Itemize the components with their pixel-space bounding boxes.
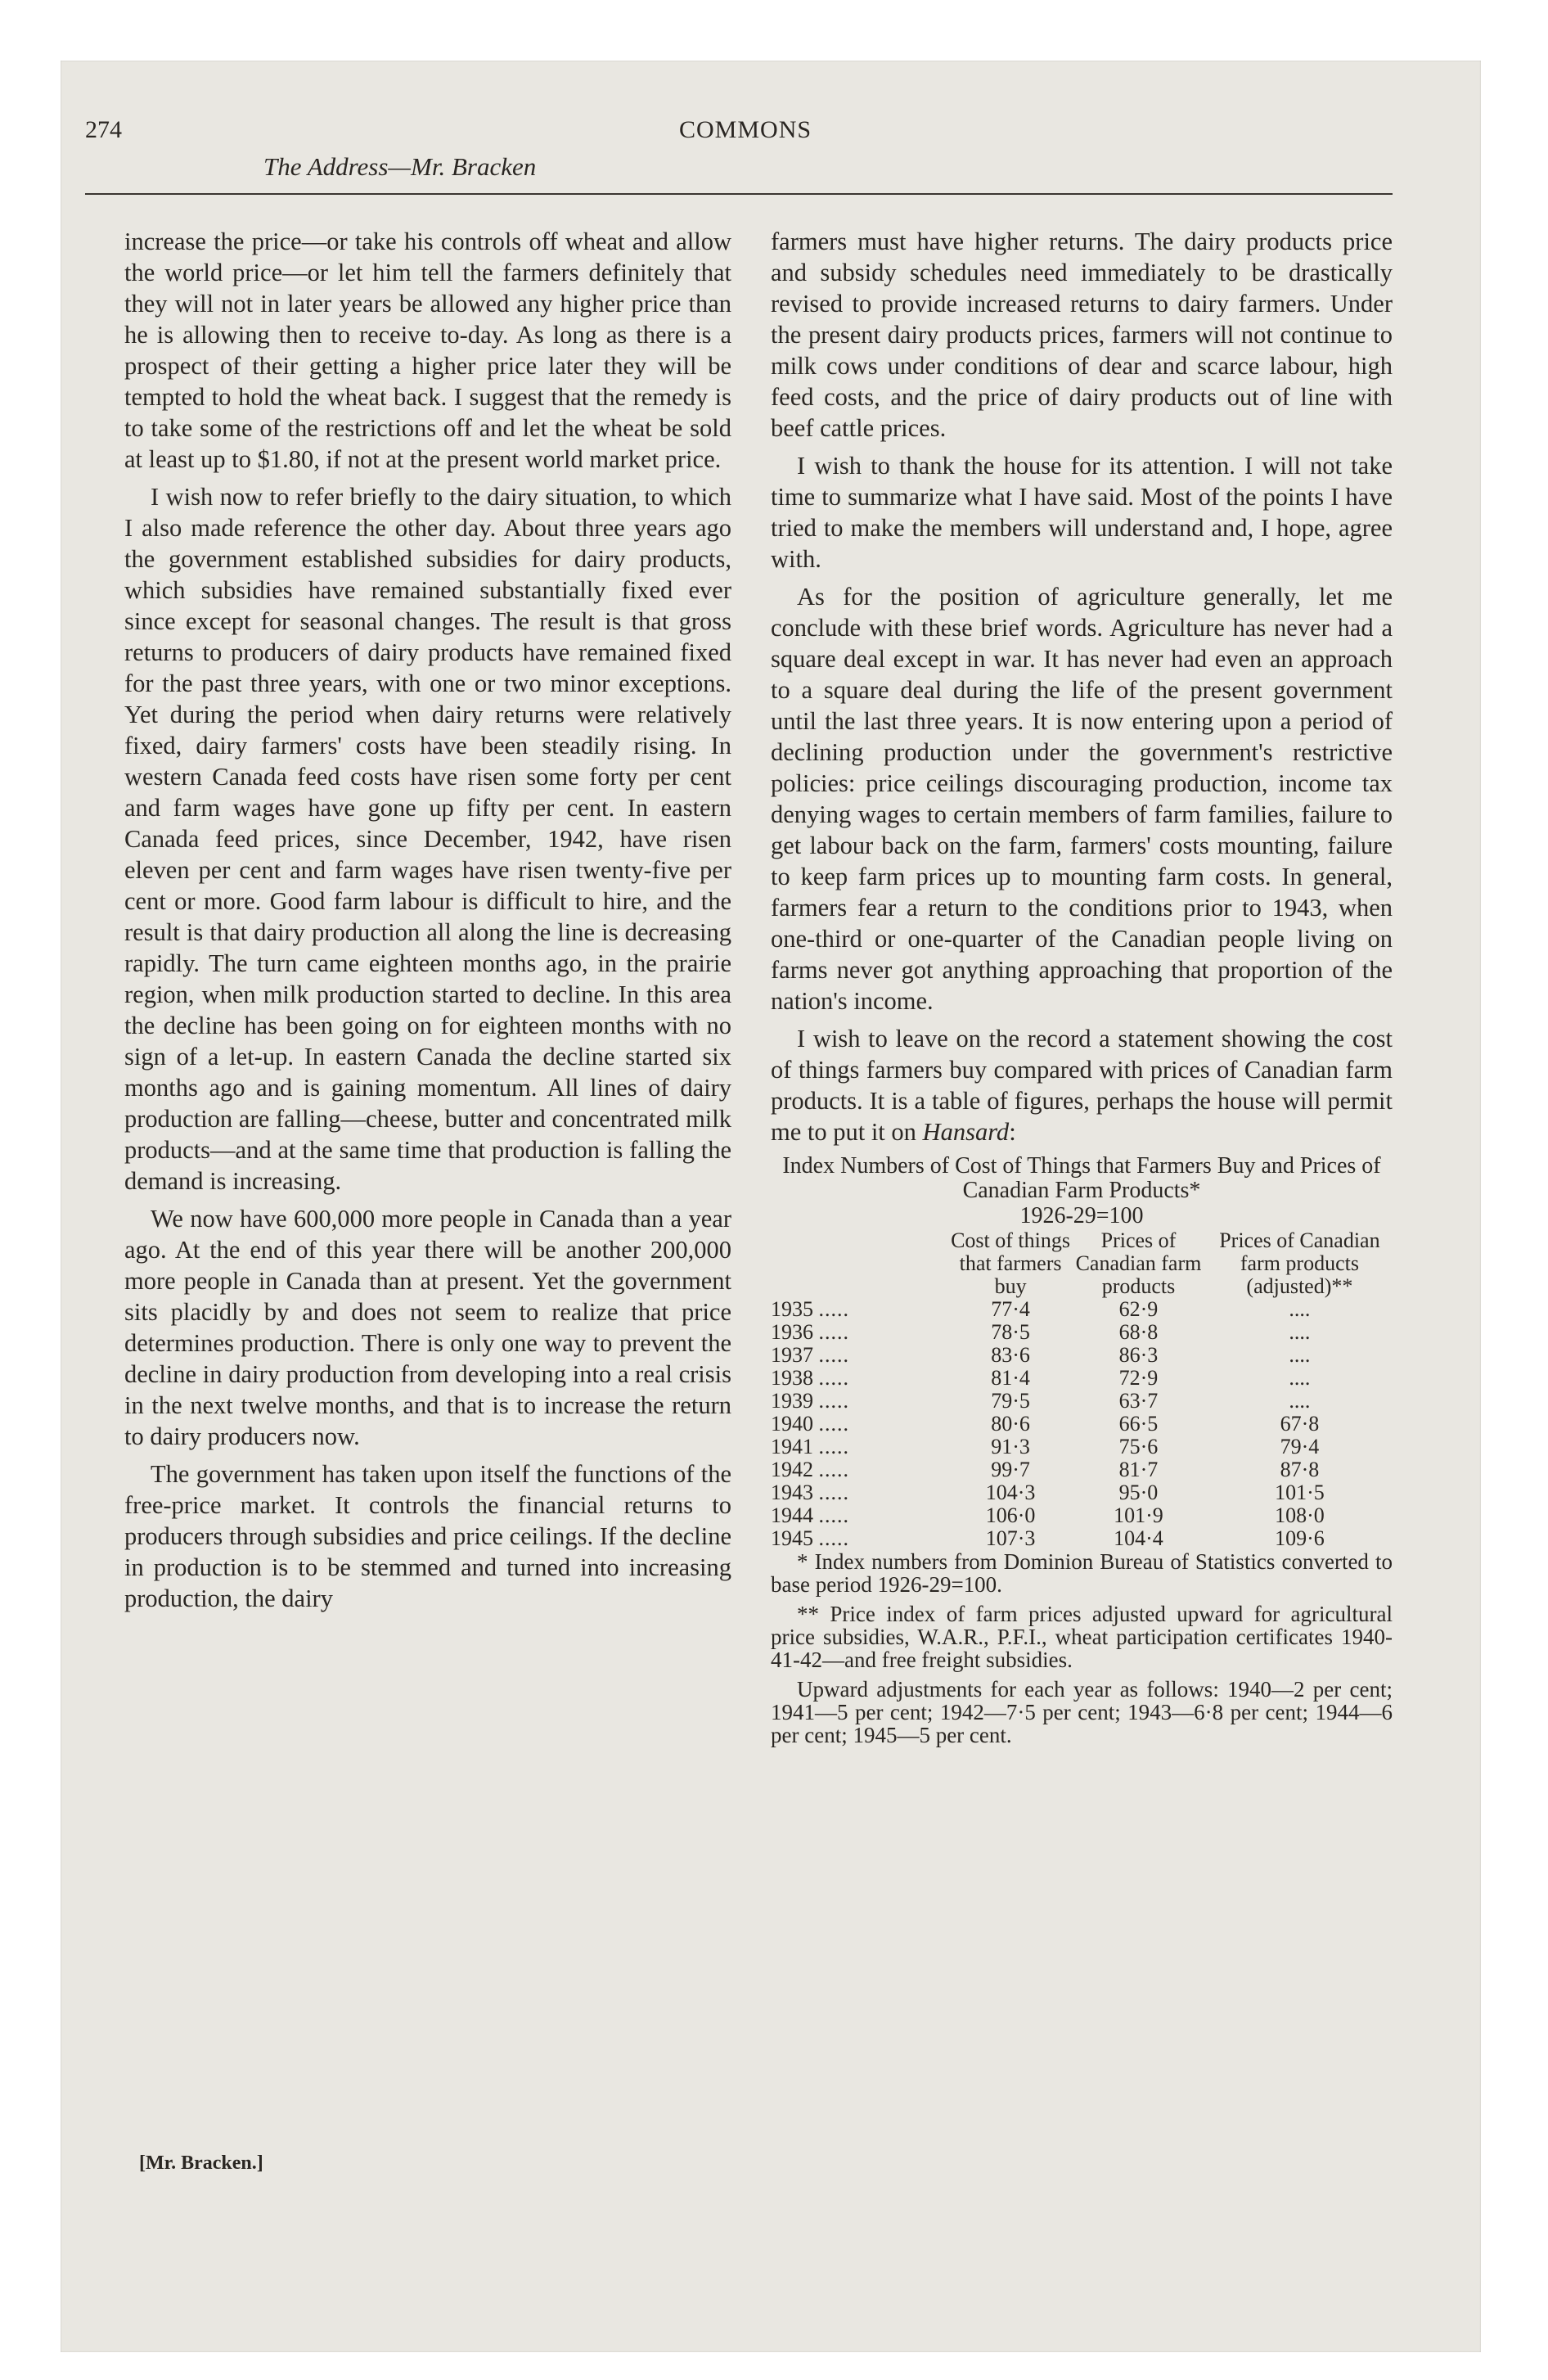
- cell-adjusted: ....: [1289, 1320, 1311, 1344]
- cell-adjusted: 87·8: [1280, 1458, 1320, 1481]
- cell-cost: 79·5: [991, 1389, 1030, 1413]
- header-cost: Cost of things that farmers buy: [951, 1228, 1071, 1298]
- cell-prices: 104·4: [1114, 1526, 1163, 1550]
- table-header-row: [771, 1229, 1393, 1298]
- speaker-footer: [Mr. Bracken.]: [139, 2152, 263, 2174]
- page-number: 274: [85, 116, 122, 143]
- paragraph: [771, 1023, 1393, 1147]
- cell-cost: 106·0: [985, 1503, 1036, 1527]
- paragraph: As for the position of agriculture generally, let me conclude with these brief words. Agriculture has never had a square deal except in war. It has never had even an approach to a square deal during the life of the present government until the last three years. It is now entering upon a period of declining production under the government's restrictive policies: price ceilings discouraging production, income tax denying wages to certain members of farm families, failure to get labour back on the farm, farmers' costs mounting, failure to keep farm prices up to mounting farm costs. In general, farmers fear a return to the conditions prior to 1943, when one-third or one-quarter of the Canadian people living on farms never got anything approaching that proportion of the nation's income.: [771, 583, 1393, 1015]
- cell-adjusted: ....: [1289, 1366, 1311, 1390]
- cell-year: 1944 .....: [771, 1503, 849, 1527]
- cell-year: 1935 .....: [771, 1297, 849, 1321]
- cell-year: 1942 .....: [771, 1458, 849, 1481]
- footnote: Upward adjustments for each year as follows: 1940—2 per cent; 1941—5 per cent; 1942—7·5 per cent; 1943—6·8 per cent; 1944—6 per cent; 1945—5 per cent.: [771, 1677, 1393, 1747]
- left-column: [124, 226, 731, 1620]
- table-row: [771, 1367, 1393, 1390]
- cell-cost: 78·5: [991, 1320, 1030, 1344]
- cell-prices: 95·0: [1118, 1481, 1159, 1504]
- cell-year: 1939 .....: [771, 1389, 849, 1413]
- table-row: [771, 1436, 1393, 1458]
- cell-year: 1936 .....: [771, 1320, 849, 1344]
- paragraph: I wish to thank the house for its attention. I will not take time to summarize what I have said. Most of the points I have tried to make the members will understand and, I hope, agree with.: [771, 452, 1393, 573]
- header-prices: Prices of Canadian farm products: [1075, 1228, 1202, 1298]
- cell-prices: 75·6: [1118, 1435, 1159, 1458]
- cell-cost: 104·3: [985, 1481, 1036, 1504]
- cell-adjusted: 67·8: [1280, 1412, 1320, 1436]
- footnote: ** Price index of farm prices adjusted upward for agricultural price subsidies, W.A.R., P.F.I., wheat participation certificates 1940-41-42—and free freight subsidies.: [771, 1602, 1393, 1672]
- paragraph-text: I wish to leave on the record a statement showing the cost of things farmers buy compared with prices of Canadian farm products. It is a table of figures, perhaps the house will permit me to put it on: [771, 1025, 1393, 1146]
- cell-adjusted: ....: [1289, 1297, 1311, 1321]
- cell-year: 1943 .....: [771, 1481, 849, 1504]
- paragraph-end: :: [1009, 1118, 1016, 1146]
- cell-adjusted: 79·4: [1280, 1435, 1320, 1458]
- cell-prices: 68·8: [1118, 1320, 1159, 1344]
- cell-adjusted: 109·6: [1275, 1526, 1325, 1550]
- cell-cost: 81·4: [991, 1366, 1030, 1390]
- table-row: [771, 1481, 1393, 1504]
- paragraph: increase the price—or take his controls off wheat and allow the world price—or let him tell the farmers definitely that they will not in later years be allowed any higher price than he is allowing then to receive to-day. As long as there is a prospect of their getting a higher price later they will be tempted to hold the wheat back. I suggest that the remedy is to take some of the restrictions off and let the wheat be sold at least up to $1.80, if not at the present world market price.: [124, 228, 731, 473]
- header-rule: [85, 193, 1393, 195]
- cell-prices: 81·7: [1118, 1458, 1159, 1481]
- table-row: [771, 1298, 1393, 1321]
- cell-cost: 107·3: [985, 1526, 1036, 1550]
- cell-cost: 80·6: [991, 1412, 1030, 1436]
- cell-prices: 72·9: [1118, 1366, 1159, 1390]
- cell-cost: 91·3: [991, 1435, 1030, 1458]
- cell-prices: 66·5: [1118, 1412, 1159, 1436]
- cell-prices: 86·3: [1118, 1343, 1159, 1367]
- table-title: Index Numbers of Cost of Things that Farmers Buy and Prices of Canadian Farm Products*: [782, 1153, 1381, 1203]
- hansard-italic: Hansard: [922, 1118, 1010, 1146]
- paragraph: I wish now to refer briefly to the dairy situation, to which I also made reference the other day. About three years ago the government established subsidies for dairy products, which subsidies have remained substantially fixed ever since except for seasonal changes. The result is that gross returns to producers of dairy products have remained fixed for the past three years, with one or two minor exceptions. Yet during the period when dairy returns were relatively fixed, dairy farmers' costs have been steadily rising. In western Canada feed costs have risen some forty per cent and farm wages have gone up fifty per cent. In eastern Canada feed prices, since December, 1942, have risen eleven per cent and farm wages have risen twenty-five per cent or more. Good farm labour is difficult to hire, and the result is that dairy production all along the line is decreasing rapidly. The turn came eighteen months ago, in the prairie region, when milk production started to decline. In this area the decline has been going on for eighteen months with no sign of a let-up. In eastern Canada the decline started six months ago and is gaining momentum. All lines of dairy production are falling—cheese, butter and concentrated milk products—and at the same time that production is falling the demand is increasing.: [124, 483, 731, 1195]
- cell-year: 1941 .....: [771, 1435, 849, 1458]
- header-year: [771, 1229, 951, 1298]
- table-base-period: 1926-29=100: [1019, 1203, 1144, 1228]
- running-head: COMMONS: [679, 116, 812, 143]
- table-row: [771, 1344, 1393, 1367]
- cell-prices: 63·7: [1118, 1389, 1159, 1413]
- cell-prices: 62·9: [1118, 1297, 1159, 1321]
- cell-prices: 101·9: [1114, 1503, 1163, 1527]
- paragraph: We now have 600,000 more people in Canada than a year ago. At the end of this year there will be another 200,000 more people in Canada than at present. Yet the government sits placidly by and does not seem to realize that price determines production. There is only one way to prevent the decline in dairy production from developing into a real crisis in the next twelve months, and that is to increase the return to dairy producers now.: [124, 1205, 731, 1450]
- cell-year: 1940 .....: [771, 1412, 849, 1436]
- cell-adjusted: 101·5: [1275, 1481, 1325, 1504]
- footnote: * Index numbers from Dominion Bureau of Statistics converted to base period 1926-29=100.: [771, 1549, 1393, 1597]
- cell-year: 1945 .....: [771, 1526, 849, 1550]
- paragraph: farmers must have higher returns. The dairy products price and subsidy schedules need immediately to be drastically revised to provide increased returns to dairy farmers. Under the present dairy products prices, farmers will not continue to milk cows under conditions of dear and scarce labour, high feed costs, and the price of dairy products out of line with beef cattle prices.: [771, 228, 1393, 442]
- table-row: [771, 1458, 1393, 1481]
- header-adjusted: Prices of Canadian farm products (adjusted)**: [1219, 1228, 1380, 1298]
- table-row: [771, 1390, 1393, 1413]
- index-table: [771, 1229, 1393, 1550]
- table-row: [771, 1413, 1393, 1436]
- cell-adjusted: ....: [1289, 1389, 1311, 1413]
- cell-year: 1937 .....: [771, 1343, 849, 1367]
- cell-cost: 77·4: [991, 1297, 1030, 1321]
- cell-adjusted: 108·0: [1275, 1503, 1325, 1527]
- running-subtitle: The Address—Mr. Bracken: [263, 152, 537, 181]
- table-row: [771, 1527, 1393, 1550]
- table-row: [771, 1321, 1393, 1344]
- cell-adjusted: ....: [1289, 1343, 1311, 1367]
- paragraph: The government has taken upon itself the functions of the free-price market. It controls the financial returns to producers through subsidies and price ceilings. If the decline in production is to be stemmed and turned into increasing production, the dairy: [124, 1460, 731, 1612]
- cell-cost: 83·6: [991, 1343, 1030, 1367]
- table-row: [771, 1504, 1393, 1527]
- cell-cost: 99·7: [991, 1458, 1030, 1481]
- cell-year: 1938 .....: [771, 1366, 849, 1390]
- right-column: [771, 226, 1393, 1753]
